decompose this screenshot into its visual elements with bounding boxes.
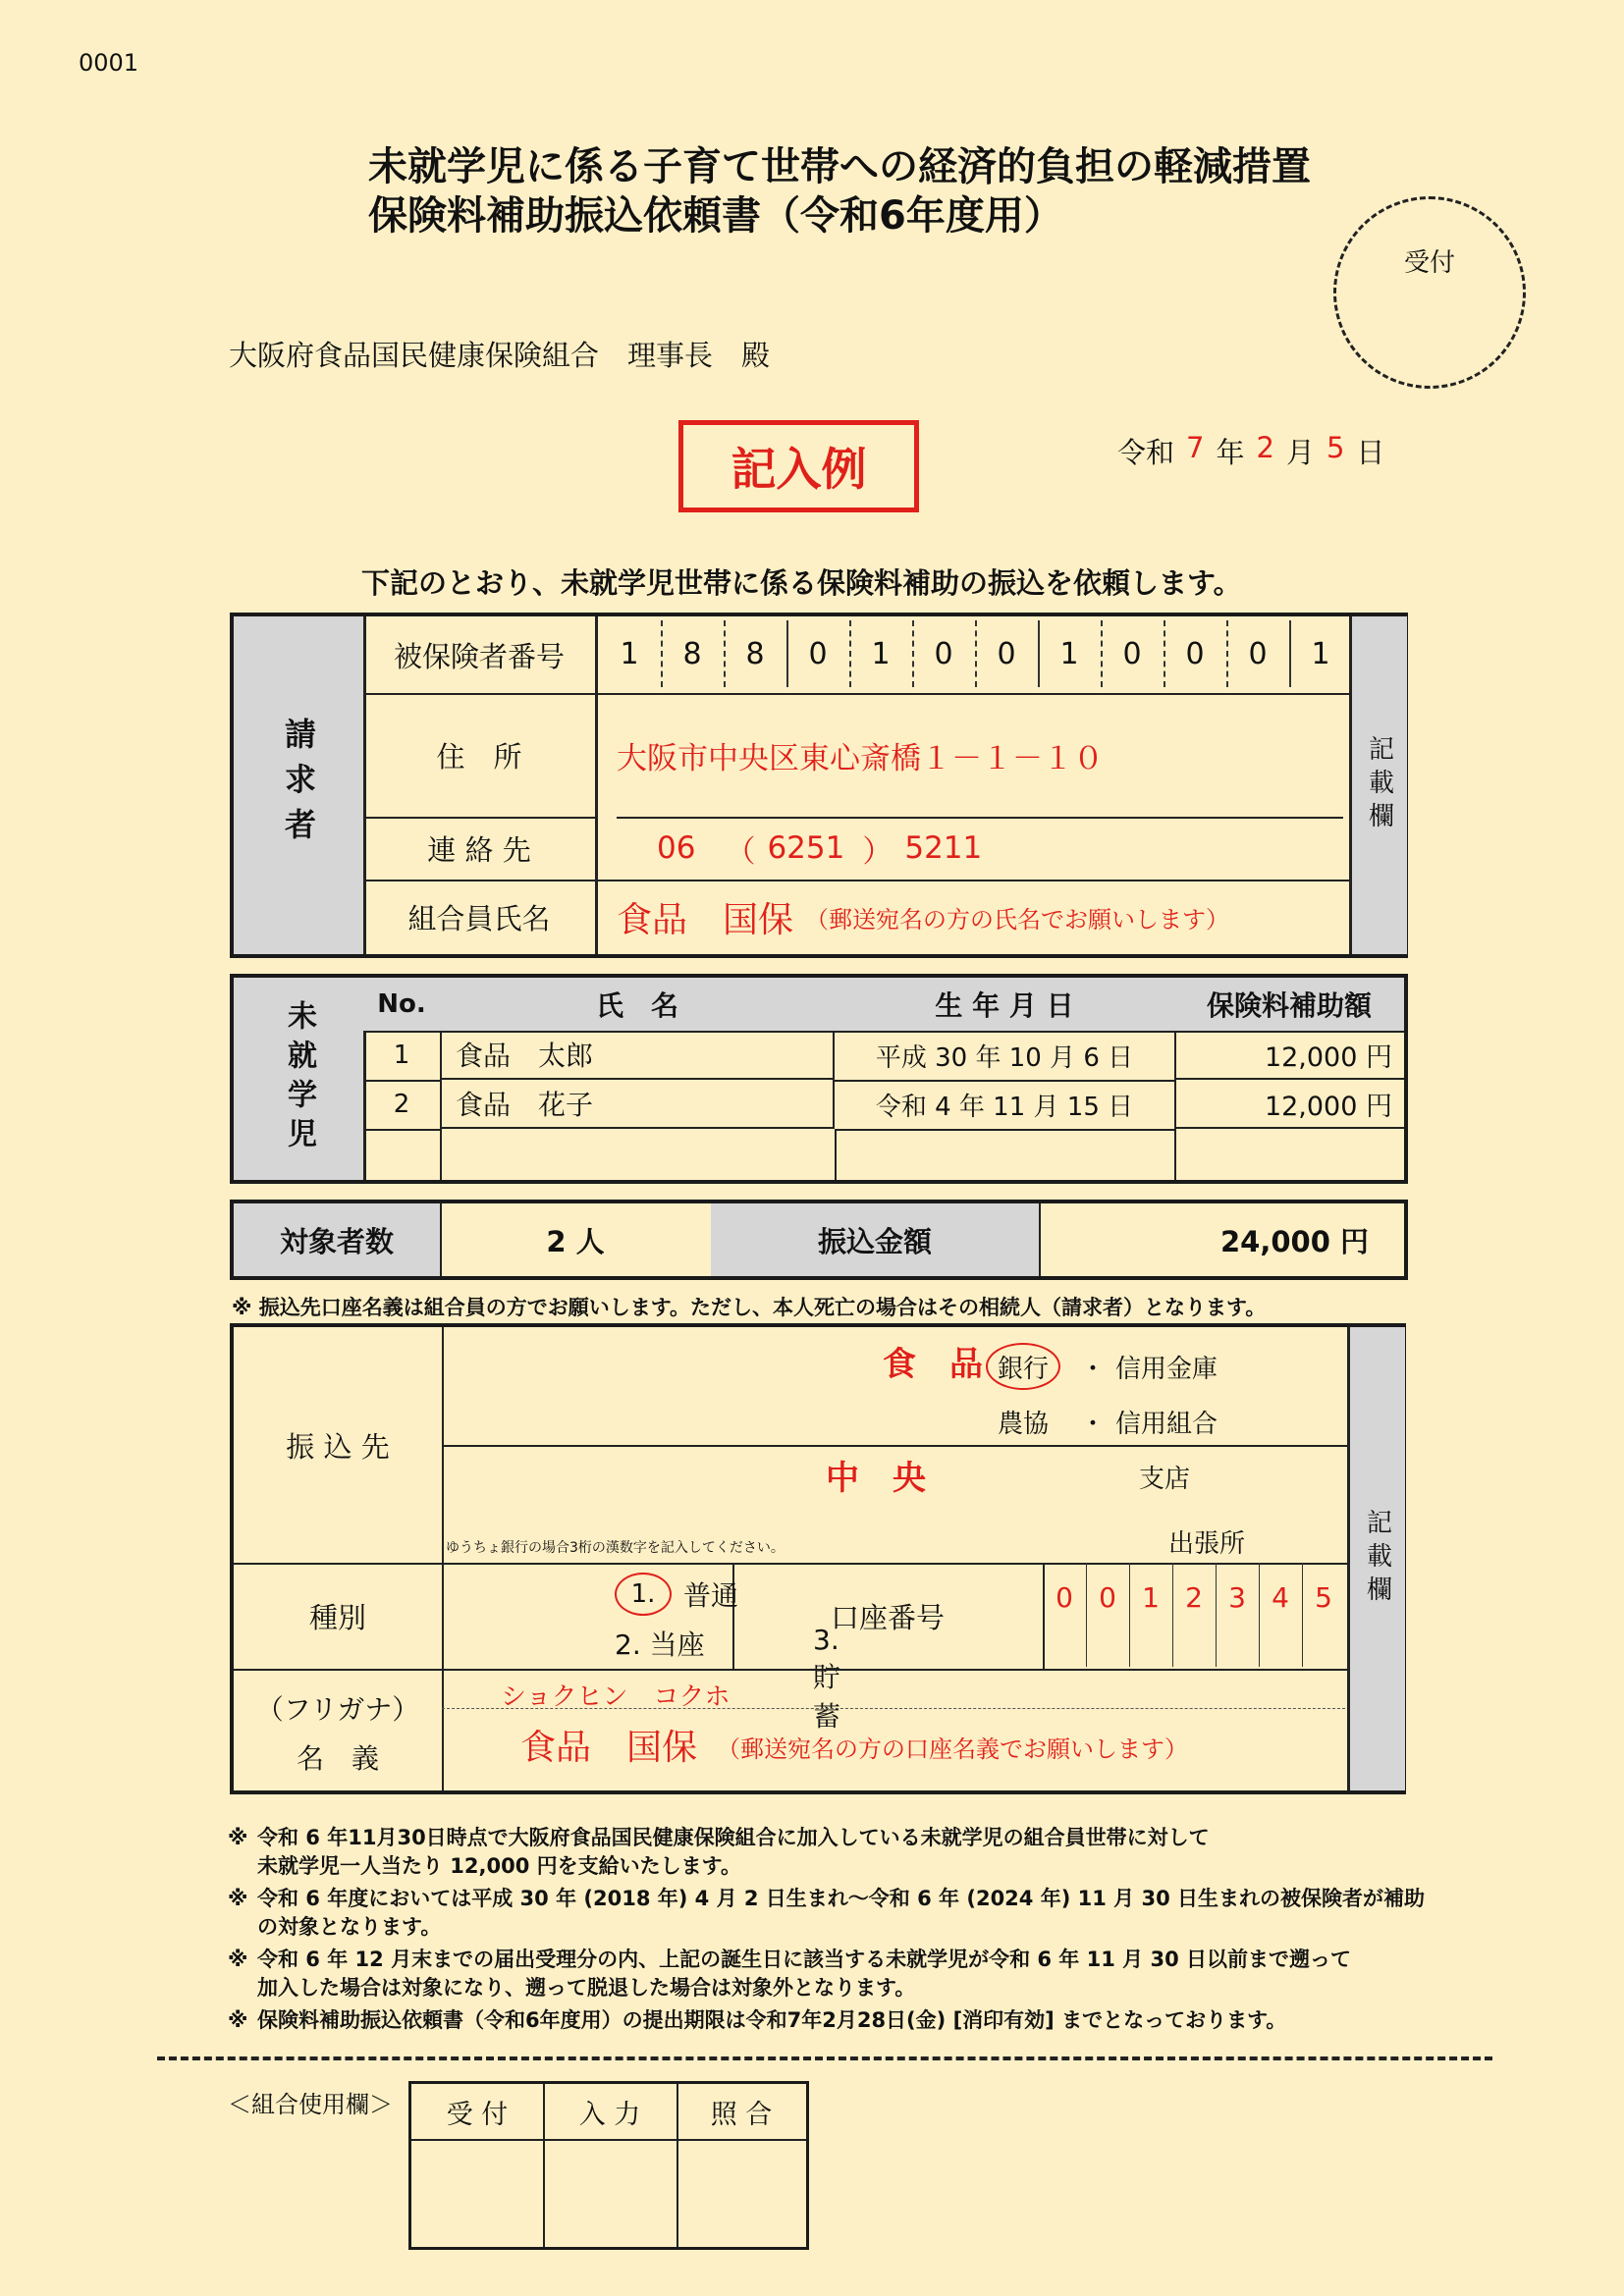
- account-number-field[interactable]: [1043, 1563, 1347, 1671]
- note-line: 令和 6 年度においては平成 30 年 (2018 年) 4 月 2 日生まれ～令和 6 年 (2024 年) 11 月 30 日生まれの被保険者が補助: [257, 1887, 1425, 1910]
- note-line: 保険料補助振込依頼書（令和6年度用）の提出期限は令和7年2月28日(金) [消印有効] までとなっております。: [257, 2008, 1287, 2032]
- insured-digit: 1: [620, 636, 639, 671]
- date-month-unit: 月: [1285, 436, 1315, 469]
- example-label: 記入例: [678, 420, 919, 512]
- child-row-amount[interactable]: 12,000 円: [1174, 1031, 1404, 1080]
- member-name-note: （郵送宛名の方の氏名でお願いします）: [805, 905, 1230, 934]
- child-row-name[interactable]: 食品 花子: [440, 1080, 835, 1129]
- note-line: 未就学児一人当たり 12,000 円を支給いたします。: [257, 1854, 741, 1878]
- digit-divider: [1038, 620, 1040, 687]
- transfer-table: [230, 1323, 1406, 1794]
- office-use-reception: 受 付: [411, 2084, 545, 2141]
- address-value[interactable]: 大阪市中央区東心斎橋１－１－１０: [617, 693, 1343, 819]
- member-name-value[interactable]: [617, 880, 1349, 954]
- children-side-label: 未就学児: [282, 1000, 316, 1157]
- contact-close-paren: ）: [862, 833, 893, 870]
- note-line: 令和 6 年11月30日時点で大阪府食品国民健康保険組合に加入している未就学児の組合員世帯に対して: [257, 1826, 1210, 1849]
- date-day: 5: [1326, 431, 1345, 464]
- count-value[interactable]: 2 人: [440, 1203, 713, 1276]
- account-type-ordinary-number[interactable]: 1.: [615, 1573, 672, 1616]
- account-type-savings[interactable]: 3. 貯蓄: [813, 1624, 841, 1733]
- cut-line: [157, 2056, 1492, 2060]
- bank-type-selected[interactable]: 銀行: [986, 1343, 1060, 1390]
- note-mark: ※: [228, 1826, 248, 1849]
- account-digit: 2: [1185, 1580, 1203, 1614]
- account-note: ※ 振込先口座名義は組合員の方でお願いします。ただし、本人死亡の場合はその相続人（請求者）となります。: [232, 1296, 1267, 1319]
- page-title: [368, 142, 1311, 240]
- note-mark: ※: [228, 1887, 248, 1910]
- contact-open-paren: （: [725, 833, 756, 870]
- claimant-table: [230, 613, 1408, 958]
- digit-divider: [1101, 620, 1103, 687]
- office-use-check-box[interactable]: [677, 2139, 806, 2247]
- account-digit-divider: [1216, 1563, 1217, 1667]
- insured-digit: 0: [1122, 636, 1142, 671]
- account-digit: 4: [1272, 1580, 1289, 1614]
- insured-number-label: 被保険者番号: [363, 616, 595, 695]
- summary-table: [230, 1200, 1408, 1280]
- branch-type-shiten[interactable]: 支店: [1139, 1465, 1191, 1494]
- office-use-input: 入 力: [543, 2084, 678, 2141]
- note-line: の対象となります。: [257, 1915, 442, 1939]
- insured-digit: 8: [682, 636, 702, 671]
- claimant-record-label: 記載欄: [1364, 735, 1394, 835]
- holder-name: 食品 国保: [520, 1728, 698, 1768]
- account-digit: 3: [1228, 1580, 1246, 1614]
- account-number-label: 口座番号: [732, 1563, 1045, 1671]
- insured-digit: 8: [745, 636, 765, 671]
- office-use-table: [408, 2081, 809, 2250]
- digit-divider: [975, 620, 977, 687]
- child-row-no: [363, 1129, 442, 1180]
- account-digit-divider: [1086, 1563, 1087, 1667]
- children-header-amount: 保険料補助額: [1174, 978, 1404, 1033]
- insured-number-field[interactable]: [598, 616, 1349, 695]
- child-row-name[interactable]: [440, 1129, 837, 1180]
- transfer-record-cell: [1347, 1327, 1405, 1790]
- children-header-birth: 生 年 月 日: [835, 978, 1176, 1033]
- account-type-current[interactable]: 2. 当座: [615, 1629, 705, 1661]
- insured-digit: 0: [934, 636, 953, 671]
- claimant-labels: [363, 616, 598, 954]
- contact-label: 連 絡 先: [363, 817, 595, 881]
- member-name: 食品 国保: [617, 899, 794, 940]
- furigana-label: （フリガナ）: [255, 1693, 420, 1726]
- date-era: 令和: [1117, 436, 1175, 469]
- note-mark: ※: [228, 2008, 248, 2032]
- address-label: 住 所: [363, 693, 595, 819]
- office-use-input-box[interactable]: [543, 2139, 678, 2247]
- request-text: 下記のとおり、未就学児世帯に係る保険料補助の振込を依頼します。: [361, 566, 1242, 600]
- reception-stamp-circle: [1333, 196, 1526, 389]
- bank-type-shinkin[interactable]: 信用金庫: [1115, 1355, 1218, 1384]
- branch-name: 中 央: [826, 1459, 926, 1498]
- bank-field[interactable]: [442, 1327, 1347, 1447]
- child-row-birth[interactable]: 令和 4 年 11 月 15 日: [835, 1080, 1176, 1131]
- holder-kana: ショクヒン コクホ: [501, 1682, 731, 1712]
- children-side-label-cell: [234, 978, 366, 1180]
- insured-digit: 1: [871, 636, 891, 671]
- date-month: 2: [1256, 431, 1274, 464]
- title-line-2: 保険料補助振込依頼書（令和6年度用）: [368, 193, 1063, 239]
- digit-divider: [661, 620, 663, 687]
- account-digit-divider: [1172, 1563, 1173, 1667]
- note-item: [228, 2006, 1465, 2035]
- digit-divider: [849, 620, 851, 687]
- addressee: 大阪府食品国民健康保険組合 理事長 殿: [229, 339, 771, 372]
- note-item: [228, 1885, 1465, 1942]
- digit-divider: [912, 620, 914, 687]
- children-table: [230, 974, 1408, 1184]
- office-use-label: ＜組合使用欄＞: [228, 2091, 393, 2118]
- note-item: [228, 1946, 1465, 2002]
- claimant-side-label-cell: [234, 616, 366, 954]
- claimant-record-cell: [1349, 616, 1407, 954]
- insured-digit: 1: [1059, 636, 1079, 671]
- insured-digit: 0: [1248, 636, 1268, 671]
- yucho-note: ゆうちょ銀行の場合3桁の漢数字を記入してください。: [446, 1540, 785, 1556]
- note-mark: ※: [228, 1948, 248, 1971]
- account-digit-divider: [1259, 1563, 1260, 1667]
- member-name-label: 組合員氏名: [407, 901, 551, 935]
- holder-label: 名 義: [296, 1742, 379, 1775]
- contact-area: 06: [657, 830, 696, 866]
- account-digit-divider: [1302, 1563, 1303, 1667]
- digit-divider: [1226, 620, 1228, 687]
- child-row-no: 2: [363, 1080, 442, 1131]
- total-value[interactable]: 24,000 円: [1219, 1224, 1369, 1258]
- holder-field[interactable]: [442, 1669, 1347, 1790]
- children-header-no: No.: [363, 978, 442, 1033]
- bank-type-shinyo-kumiai[interactable]: 信用組合: [1115, 1410, 1218, 1439]
- insured-digit: 1: [1311, 636, 1330, 671]
- title-line-1: 未就学児に係る子育て世帯への経済的負担の軽減措置: [368, 144, 1311, 189]
- branch-type-shuchojo[interactable]: 出張所: [1168, 1529, 1246, 1559]
- bank-type-separator: ・: [1080, 1410, 1107, 1439]
- account-type-ordinary[interactable]: 普通: [683, 1579, 739, 1612]
- account-digit-divider: [1129, 1563, 1130, 1667]
- total-label: 振込金額: [711, 1203, 1041, 1276]
- holder-label-cell: [234, 1669, 444, 1790]
- office-use-check: 照 合: [677, 2084, 806, 2141]
- insured-digit: 0: [1185, 636, 1205, 671]
- child-row-birth[interactable]: 平成 30 年 10 月 6 日: [835, 1031, 1176, 1082]
- notes-list: [228, 1824, 1465, 2035]
- date-year: 7: [1186, 431, 1205, 464]
- child-row-no: 1: [363, 1031, 442, 1082]
- claimant-side-label: 請求者: [280, 718, 317, 853]
- account-type-label: 種別: [234, 1563, 444, 1671]
- account-digit: 0: [1099, 1580, 1116, 1614]
- date-day-unit: 日: [1356, 436, 1385, 469]
- note-line: 令和 6 年 12 月末までの届出受理分の内、上記の誕生日に該当する未就学児が令和 6 年 11 月 30 日以前まで遡って: [257, 1948, 1352, 1971]
- holder-note: （郵送宛名の方の口座名義でお願いします）: [717, 1735, 1188, 1763]
- branch-field[interactable]: [442, 1445, 1347, 1565]
- digit-divider: [724, 620, 726, 687]
- request-date: [1117, 431, 1384, 471]
- insured-digit: 0: [808, 636, 828, 671]
- contact-value[interactable]: [598, 817, 1349, 881]
- transfer-record-label: 記載欄: [1362, 1509, 1392, 1609]
- count-label: 対象者数: [234, 1203, 442, 1276]
- bank-name: 食 品: [883, 1345, 983, 1384]
- bank-type-nokyo[interactable]: 農協: [998, 1410, 1050, 1439]
- note-item: [228, 1824, 1465, 1881]
- account-digit: 1: [1142, 1580, 1160, 1614]
- bank-type-separator: ・: [1080, 1355, 1107, 1384]
- digit-divider: [786, 620, 788, 687]
- child-row-name[interactable]: 食品 太郎: [440, 1031, 835, 1080]
- child-row-amount[interactable]: 12,000 円: [1174, 1080, 1404, 1129]
- digit-divider: [1289, 620, 1291, 687]
- office-use-reception-box[interactable]: [411, 2139, 545, 2247]
- insured-digit: 0: [997, 636, 1016, 671]
- date-year-unit: 年: [1216, 436, 1245, 469]
- digit-divider: [1164, 620, 1165, 687]
- contact-last: 5211: [904, 830, 983, 866]
- child-row-amount[interactable]: [1174, 1129, 1404, 1180]
- note-line: 加入した場合は対象になり、遡って脱退した場合は対象外となります。: [257, 1976, 916, 2000]
- reception-stamp-label: 受付: [1403, 248, 1455, 278]
- page-number: 0001: [79, 49, 139, 77]
- furigana-divider: [442, 1708, 1345, 1709]
- account-digit: 5: [1315, 1580, 1332, 1614]
- account-digit: 0: [1056, 1580, 1073, 1614]
- children-header-name: 氏 名: [440, 978, 837, 1033]
- child-row-birth[interactable]: [835, 1129, 1176, 1180]
- contact-mid: 6251: [767, 830, 845, 866]
- dest-label: 振 込 先: [234, 1327, 444, 1565]
